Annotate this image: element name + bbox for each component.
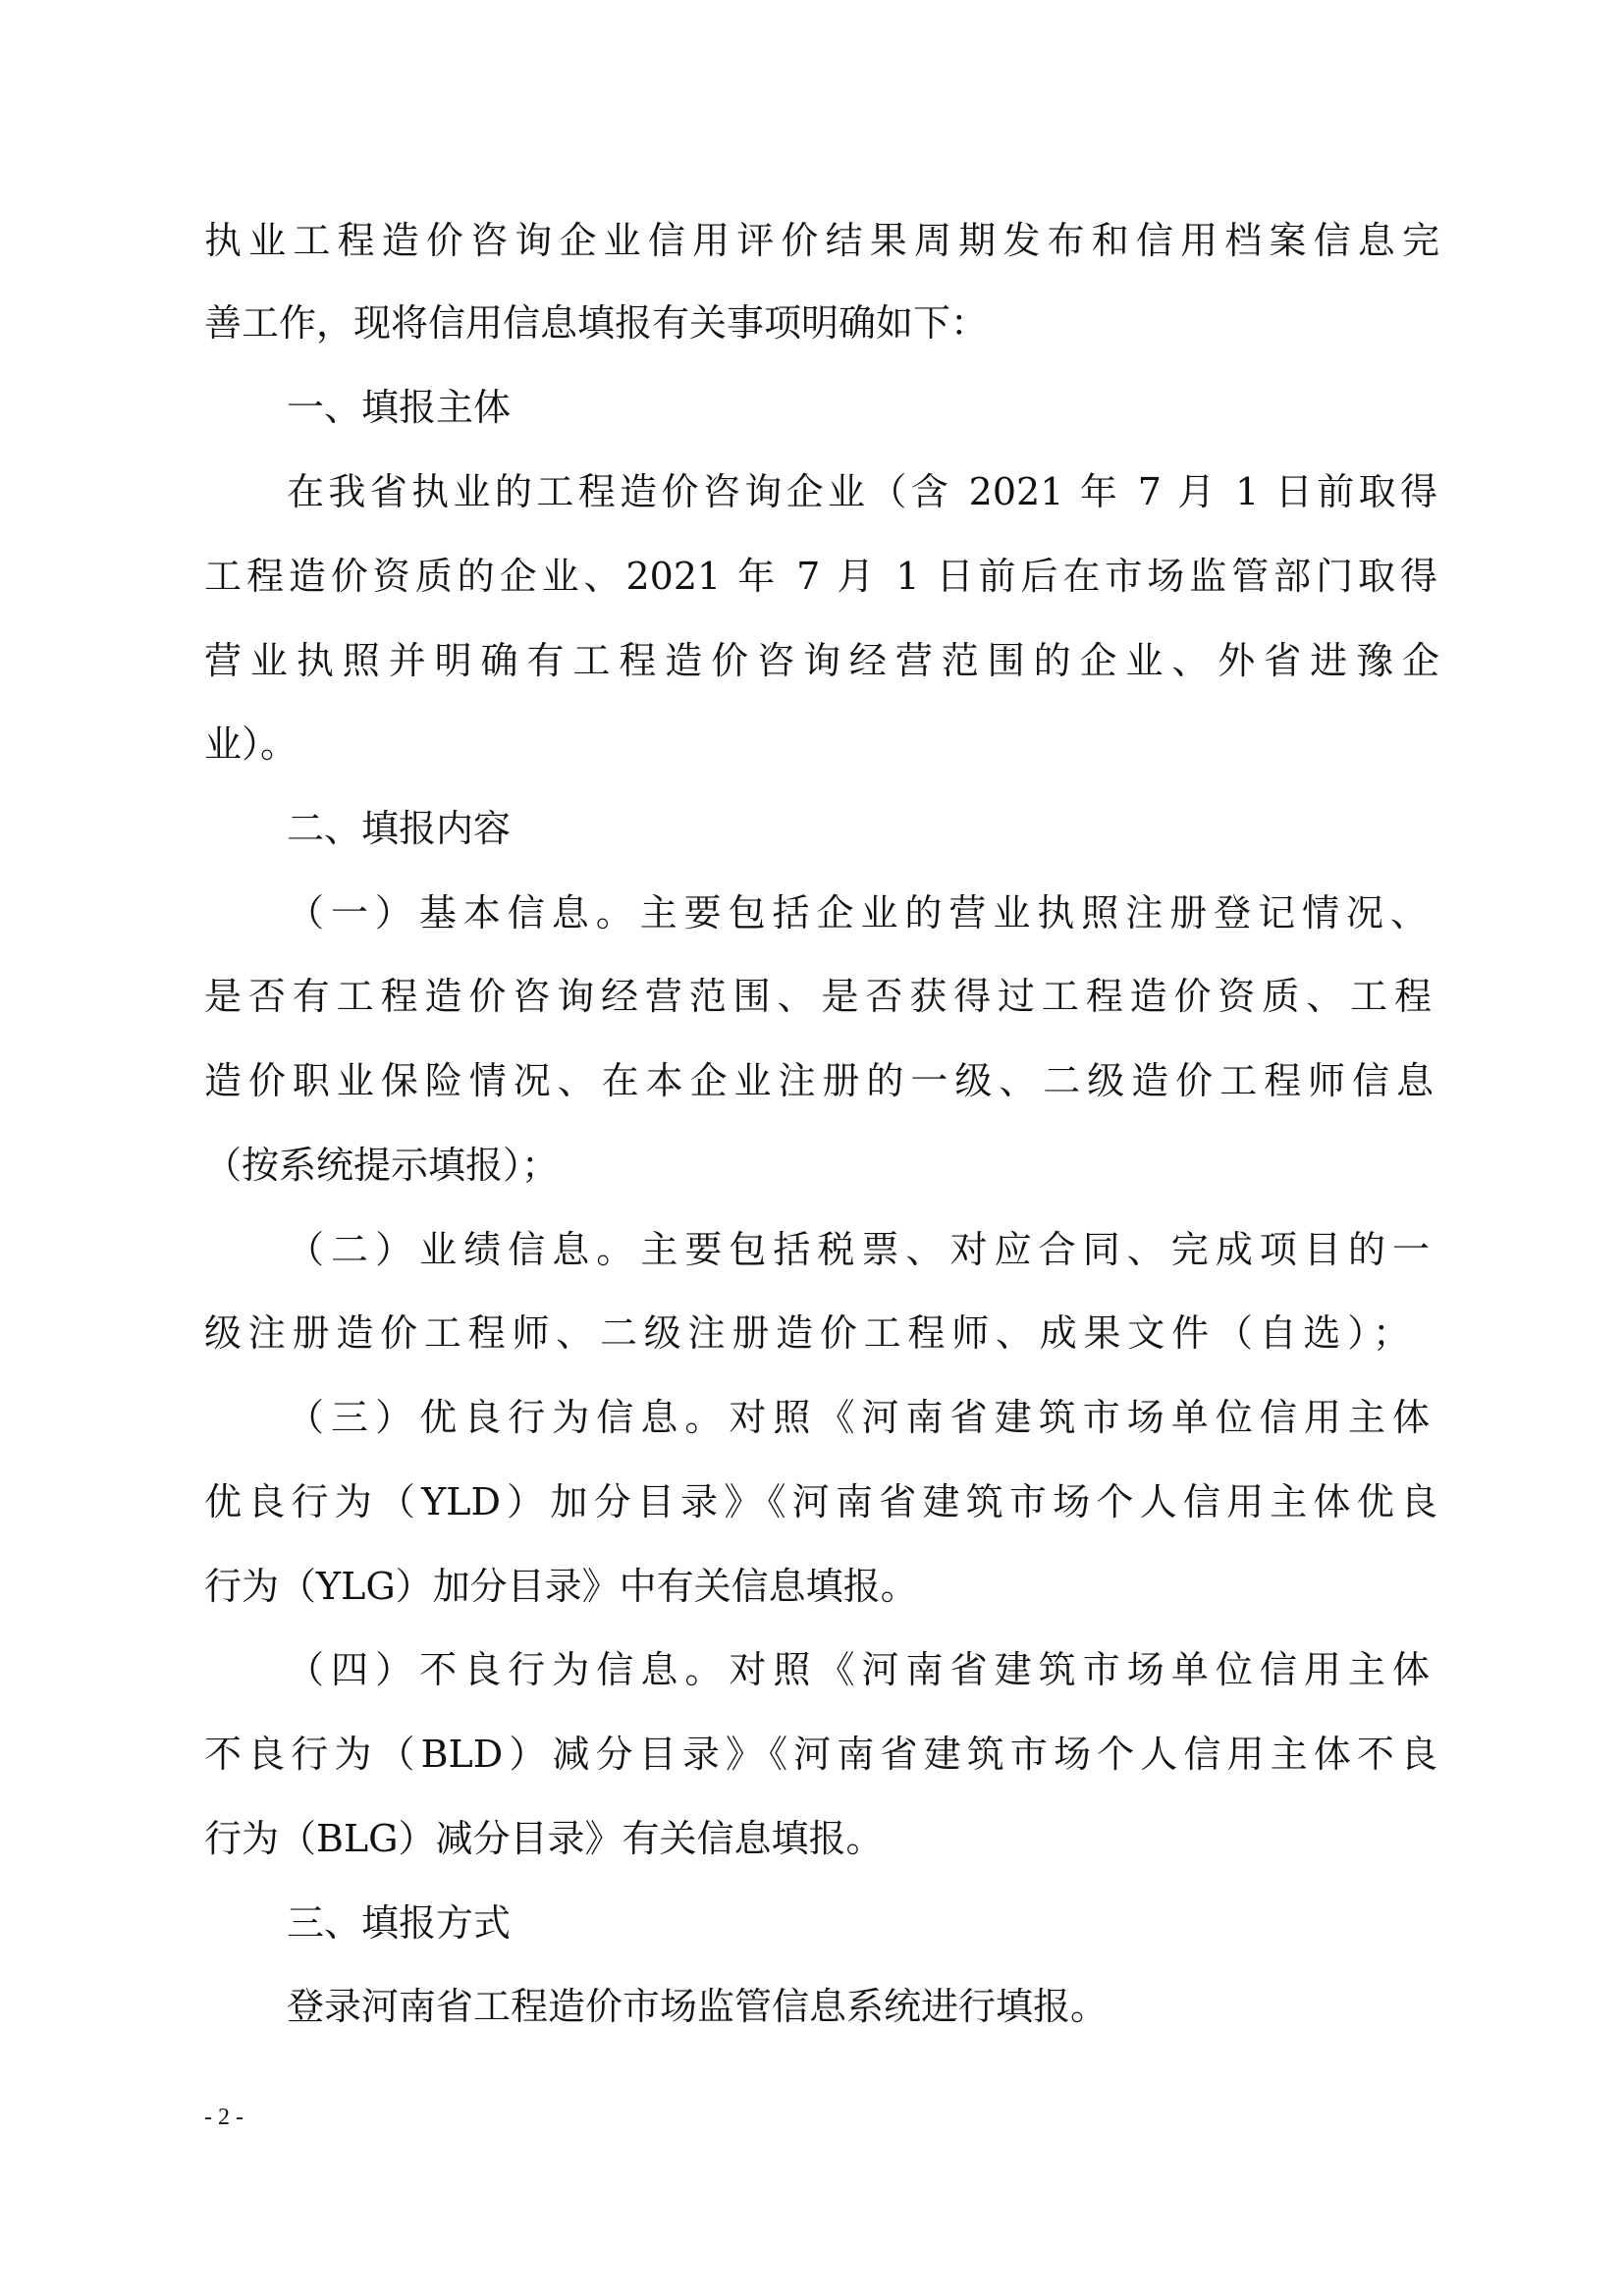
body-line-19: 不良行为（BLD）减分目录》《河南省建筑市场个人信用主体不良 [204,1733,1437,1776]
body-line-14: 级注册造价工程师、二级注册造价工程师、成果文件（自选）； [204,1311,1410,1355]
body-line-5: 工程造价资质的企业、2021 年 7 月 1 日前后在市场监管部门取得 [204,555,1437,598]
section-heading-1: 一、填报主体 [287,386,512,429]
body-line-17: 行为（YLG）加分目录》中有关信息填报。 [204,1565,918,1608]
body-line-18: （四）不良行为信息。对照《河南省建筑市场单位信用主体 [287,1648,1430,1691]
body-line-22: 登录河南省工程造价市场监管信息系统进行填报。 [287,1985,1109,2028]
body-line-12: （按系统提示填报）； [204,1144,560,1187]
body-line-13: （二）业绩信息。主要包括税票、对应合同、完成项目的一 [287,1228,1430,1271]
body-line-6: 营业执照并明确有工程造价咨询经营范围的企业、外省进豫企 [204,639,1439,682]
body-line-1: 执业工程造价咨询企业信用评价结果周期发布和信用档案信息完 [204,219,1439,262]
body-line-2: 善工作，现将信用信息填报有关事项明确如下： [204,301,989,345]
body-line-4: 在我省执业的工程造价咨询企业（含 2021 年 7 月 1 日前取得 [287,470,1437,513]
body-line-15: （三）优良行为信息。对照《河南省建筑市场单位信用主体 [287,1396,1430,1439]
body-line-9: （一）基本信息。主要包括企业的营业执照注册登记情况、 [287,891,1428,934]
body-line-20: 行为（BLG）减分目录》有关信息填报。 [204,1817,884,1860]
section-heading-3: 三、填报方式 [287,1901,512,1945]
body-line-11: 造价职业保险情况、在本企业注册的一级、二级造价工程师信息 [204,1059,1434,1102]
body-line-16: 优良行为（YLD）加分目录》《河南省建筑市场个人信用主体优良 [204,1480,1437,1523]
body-line-7: 业）。 [204,722,298,766]
body-line-10: 是否有工程造价咨询经营范围、是否获得过工程造价资质、工程 [204,975,1432,1018]
page-number: - 2 - [204,2105,244,2130]
section-heading-2: 二、填报内容 [287,807,512,850]
